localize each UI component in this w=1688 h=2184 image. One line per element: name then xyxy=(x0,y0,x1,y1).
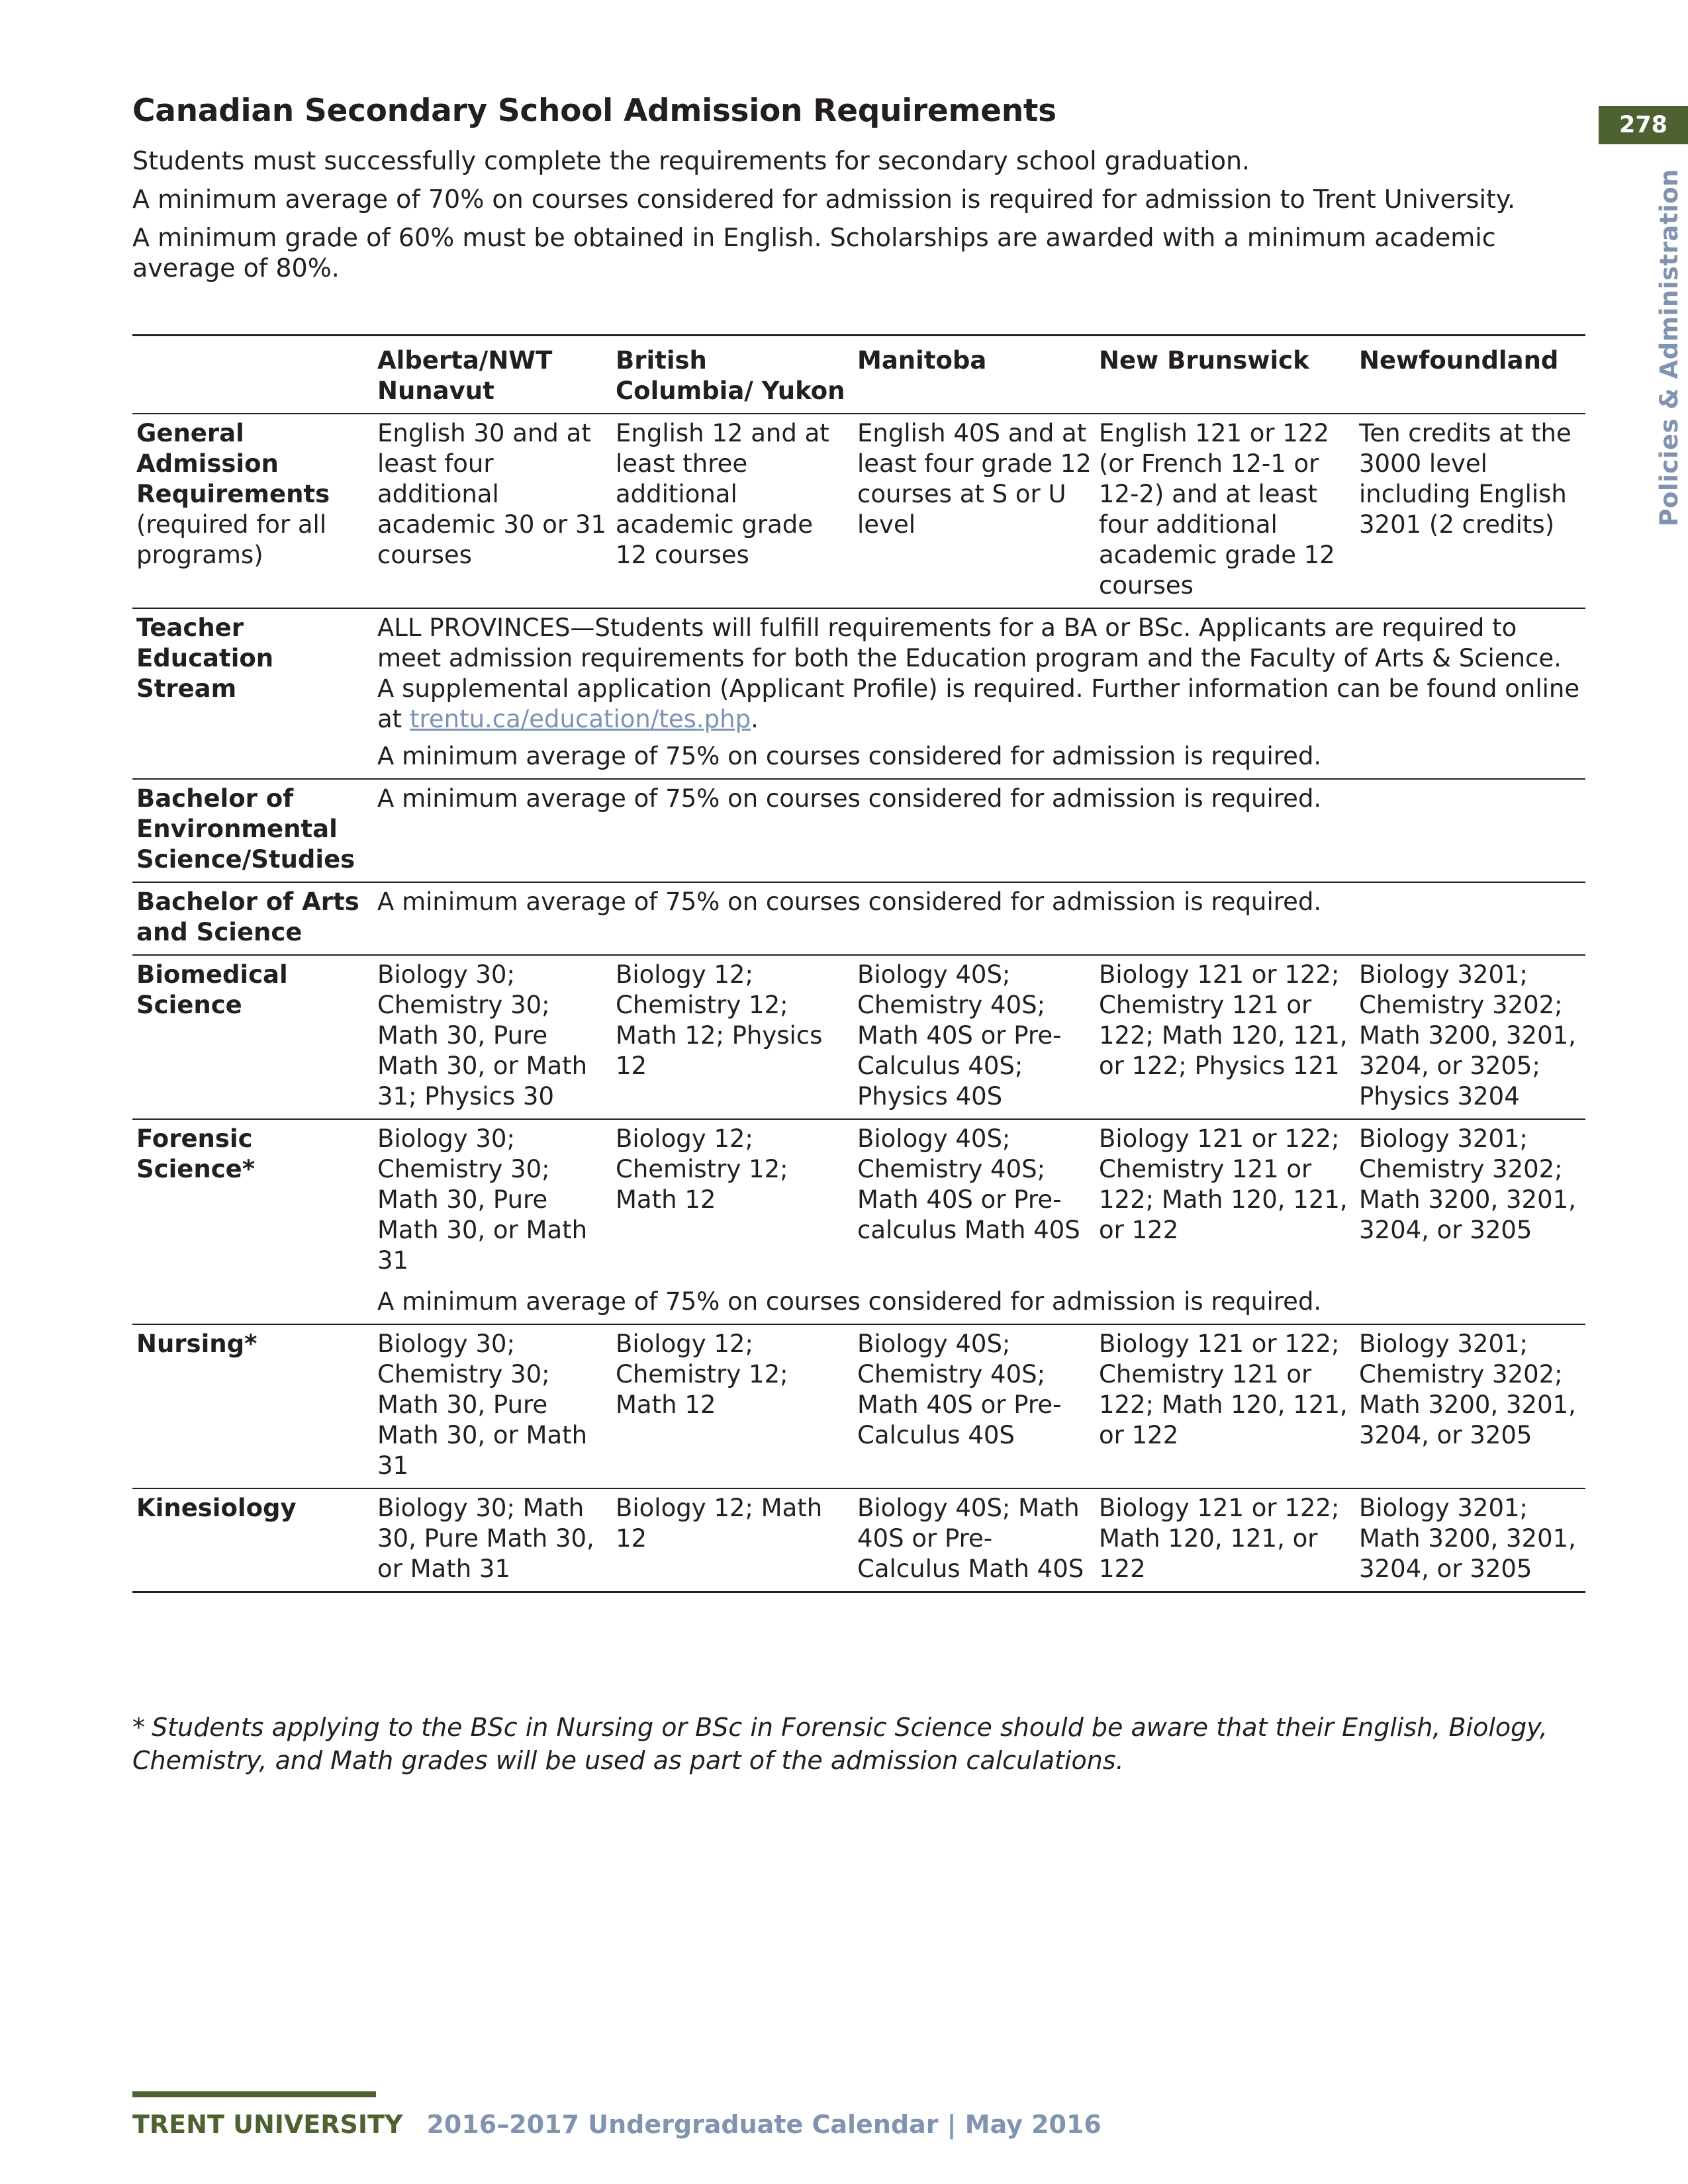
footer-calendar: 2016–2017 Undergraduate Calendar | May 2016 xyxy=(426,2110,1102,2139)
admission-requirements-table xyxy=(132,334,1585,1593)
table-cell: English 12 and at least three additional academic grade 12 courses xyxy=(616,419,829,569)
table-cell: English 40S and at least four grade 12 courses at S or U level xyxy=(857,419,1092,539)
table-row-environmental xyxy=(132,779,1585,882)
table-cell: Biology 12; Chemistry 12; Math 12 xyxy=(616,1330,788,1419)
section-side-label: Policies & Administration xyxy=(1655,169,1683,527)
table-row-arts-science xyxy=(132,882,1585,955)
column-header-newfoundland: Newfoundland xyxy=(1355,336,1585,414)
table-cell: Biology 12; Math 12 xyxy=(616,1494,823,1553)
table-cell: Biology 40S; Math 40S or Pre-Calculus Math 40S xyxy=(857,1494,1084,1583)
table-cell-empty xyxy=(132,1283,373,1324)
table-row-kinesiology xyxy=(132,1488,1585,1592)
footer xyxy=(132,2110,1102,2139)
table-cell: Biology 121 or 122; Math 120, 121, or 122 xyxy=(1099,1494,1340,1583)
table-cell: Biology 3201; Chemistry 3202; Math 3200, 3201, 3204, or 3205 xyxy=(1359,1124,1576,1244)
minimum-average-note: A minimum average of 75% on courses considered for admission is required. xyxy=(377,742,1322,770)
table-cell: Biology 3201; Chemistry 3202; Math 3200, 3201, 3204, or 3205 xyxy=(1359,1330,1576,1449)
intro-paragraph: Students must successfully complete the requirements for secondary school graduation. xyxy=(132,146,1250,175)
link-suffix: . xyxy=(751,705,759,733)
table-cell: Biology 30; Math 30, Pure Math 30, or Math 31 xyxy=(377,1494,594,1583)
row-header: Bachelor of Environmental Science/Studies xyxy=(136,784,355,874)
row-sublabel: (required for all programs) xyxy=(136,510,327,569)
table-cell: Biology 12; Chemistry 12; Math 12; Physics 12 xyxy=(616,960,823,1080)
table-cell: Biology 121 or 122; Chemistry 121 or 122; Math 120, 121, or 122 xyxy=(1099,1330,1348,1449)
table-row-biomedical xyxy=(132,955,1585,1119)
row-header: Biomedical Science xyxy=(136,960,288,1019)
minimum-average-note: A minimum average of 75% on courses considered for admission is required. xyxy=(377,784,1322,813)
intro-paragraph: A minimum average of 70% on courses considered for admission is required for admission to Trent University. xyxy=(132,185,1516,214)
row-header: Kinesiology xyxy=(136,1494,297,1522)
table-cell: Biology 3201; Chemistry 3202; Math 3200, 3201, 3204, or 3205; Physics 3204 xyxy=(1359,960,1576,1111)
page-number-badge: 278 xyxy=(1599,106,1688,144)
row-header xyxy=(132,414,373,608)
table-row-teacher-education xyxy=(132,608,1585,779)
table-cell: Biology 12; Chemistry 12; Math 12 xyxy=(616,1124,788,1214)
column-header-manitoba: Manitoba xyxy=(853,336,1095,414)
table-cell: Ten credits at the 3000 level including English 3201 (2 credits) xyxy=(1359,419,1571,539)
table-row-forensic-note xyxy=(132,1283,1585,1324)
minimum-average-note: A minimum average of 75% on courses considered for admission is required. xyxy=(377,887,1322,916)
teacher-education-text: ALL PROVINCES—Students will fulfill requirements for a BA or BSc. Applicants are required to meet admission requirements for both the Education program and the Faculty of Arts & Science. A supplemental application (Applicant Profile) is required. Further information can be found online at xyxy=(377,614,1580,733)
footnote xyxy=(132,1711,1556,1777)
page-title: Canadian Secondary School Admission Requirements xyxy=(132,93,1056,129)
table-cell: English 30 and at least four additional academic 30 or 31 courses xyxy=(377,419,606,569)
header-cell-empty xyxy=(132,336,373,414)
table-cell: Biology 40S; Chemistry 40S; Math 40S or Pre-Calculus 40S; Physics 40S xyxy=(857,960,1062,1111)
row-label: General Admission Requirements xyxy=(136,419,330,508)
table-cell: Biology 40S; Chemistry 40S; Math 40S or Pre-Calculus 40S xyxy=(857,1330,1062,1449)
table-cell: Biology 40S; Chemistry 40S; Math 40S or Pre-calculus Math 40S xyxy=(857,1124,1080,1244)
row-header: Nursing* xyxy=(136,1330,258,1358)
column-header-british-columbia: British Columbia/ Yukon xyxy=(612,336,853,414)
table-cell: English 121 or 122 (or French 12-1 or 12-2) and at least four additional academic grade 12 courses xyxy=(1099,419,1335,600)
row-header: Forensic Science* xyxy=(136,1124,256,1183)
footnote-marker: * xyxy=(132,1713,145,1742)
table-cell: Biology 30; Chemistry 30; Math 30, Pure Math 30, or Math 31; Physics 30 xyxy=(377,960,588,1111)
table-row-nursing xyxy=(132,1324,1585,1488)
table-row-general xyxy=(132,414,1585,608)
table-cell: Biology 30; Chemistry 30; Math 30, Pure Math 30, or Math 31 xyxy=(377,1124,588,1275)
row-header: Bachelor of Arts and Science xyxy=(136,887,359,946)
intro-text xyxy=(132,146,1589,291)
footer-rule xyxy=(132,2091,376,2097)
minimum-average-note: A minimum average of 75% on courses considered for admission is required. xyxy=(377,1287,1322,1316)
footnote-text: Students applying to the BSc in Nursing or BSc in Forensic Science should be aware that their English, Biology, Chemistry, and Math grades will be used as part of the admission calculations. xyxy=(132,1713,1548,1775)
table-cell: Biology 3201; Math 3200, 3201, 3204, or 3205 xyxy=(1359,1494,1576,1583)
table-cell: Biology 121 or 122; Chemistry 121 or 122; Math 120, 121, or 122 xyxy=(1099,1124,1348,1244)
footer-university: TRENT UNIVERSITY xyxy=(132,2110,403,2139)
table-cell: Biology 121 or 122; Chemistry 121 or 122; Math 120, 121, or 122; Physics 121 xyxy=(1099,960,1348,1080)
intro-paragraph: A minimum grade of 60% must be obtained in English. Scholarships are awarded with a minimum academic average of 80%. xyxy=(132,223,1496,283)
column-header-new-brunswick: New Brunswick xyxy=(1095,336,1355,414)
table-row-forensic xyxy=(132,1119,1585,1283)
table-cell: Biology 30; Chemistry 30; Math 30, Pure Math 30, or Math 31 xyxy=(377,1330,588,1480)
table-header-row xyxy=(132,336,1585,414)
column-header-alberta: Alberta/NWT Nunavut xyxy=(373,336,612,414)
teacher-education-link[interactable]: trentu.ca/education/tes.php xyxy=(409,705,751,733)
table-cell xyxy=(373,608,1585,779)
row-header: Teacher Education Stream xyxy=(136,614,274,703)
